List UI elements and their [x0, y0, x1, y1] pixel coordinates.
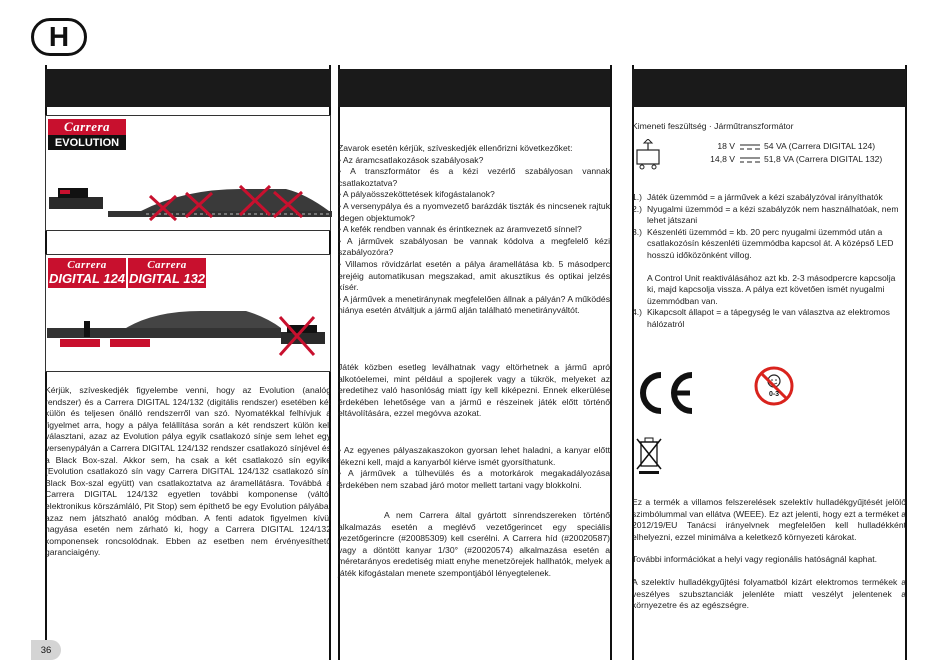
power-18: 54 VA (Carrera DIGITAL 124)	[764, 141, 876, 151]
check-item: • A járművek a menetiránynak megfelelően állnak a pályán? A működés hiánya esetén átváltjuk a jármű alján található menetirányváltót.	[338, 293, 610, 316]
column-rule-col2	[610, 65, 612, 660]
evolution-figure	[45, 115, 331, 231]
page-number: 36	[31, 640, 61, 660]
mode-number: 3.)	[632, 226, 643, 237]
mode-number: 4.)	[632, 307, 643, 318]
info-text: További információkat a helyi vagy regionális hatóságnál kaphat.	[632, 554, 878, 565]
mode-item	[632, 204, 906, 227]
evolution-track-illustration	[46, 116, 332, 232]
check-item: • Villamos rövidzárlat esetén a pálya áramellátása kb. 5 másodperc erejéig automatikusan megszakad, amit akusztikus és optikai jelzés kísér.	[338, 258, 610, 293]
digital124-logo-brand: Carrera	[48, 258, 126, 272]
mode-item	[632, 273, 906, 308]
driving-tips-section	[338, 445, 610, 491]
mode-item	[632, 192, 906, 204]
col3-header-wrap	[632, 65, 906, 107]
mode-text: A Control Unit reaktiválásához azt kb. 2-3 másodpercre kapcsolja ki, majd kapcsolja vissza. A pálya ezt követően ismét nyugalmi üzemmódban van.	[647, 272, 896, 306]
check-item: • A járművek szabályosan be vannak kódolva a megfelelő kézi szabályozóra?	[338, 235, 610, 258]
third-party-section	[338, 510, 610, 580]
mode-item	[632, 307, 906, 330]
digital-track-illustration	[46, 255, 332, 373]
digital-figure	[45, 254, 331, 372]
mode-text: Játék üzemmód = a járművek a kézi szabályzóval irányíthatók	[647, 192, 883, 202]
check-item: • A transzformátor és a kézi vezérlő szabályosan vannak csatlakoztatva?	[338, 166, 610, 188]
disposal-section	[632, 497, 906, 612]
age-warning-icon	[753, 365, 795, 407]
operating-modes-list	[632, 192, 906, 331]
troubleshoot-section	[338, 143, 610, 317]
compatibility-text: Kérjük, szíveskedjék figyelembe venni, hogy az Evolution (analóg rendszer) és a Carrera DIGITAL 124/132 (digitális rendszer) esetében két külön és teljesen önálló rendszerről van szó. Nyomatékkal felhívjuk a figyelmet arra, hogy a pálya felállítása során a két rendszert külön kell választani, azaz az Evolution pálya egyik csatlakozó sínje sem lehet egy versenypályán a Carrera DIGITAL 124/132 rendszer csatlakozó sínjével és a Black Box-szal. Akkor sem, ha csak a két csatlakozó sín egyike (Evolution csatlakozó sín vagy Carrera DIGITAL 124/132 csatlakozó sín, Black Box-szal együtt) van csatlakoztatva az áramellátásra. Továbbá a Carrera DIGITAL 124/132 egyetlen további komponense (váltó, elektronikus körszámláló, Pit Stop) sem építhető be egy Evolution pályába, azaz nem játszható analóg módban. A fenti adatok figyelmen kívül hagyása esetén nem zárható ki, hogy a Carrera DIGITAL 124/132 komponensek roncsolódnak. Ebben az esetben nem érvényesíthető garanciaigény.	[45, 385, 331, 558]
check-item: • A pályaösszeköttetések kifogástalanok?	[338, 189, 495, 200]
mode-number: 1.)	[632, 192, 643, 202]
col1-paragraph	[45, 385, 331, 559]
mode-number	[632, 273, 647, 308]
small-parts-section	[338, 362, 610, 420]
weee-bin-icon	[634, 436, 664, 476]
col2-header-wrap	[338, 65, 610, 107]
col1-header-wrap	[45, 65, 331, 107]
dc-symbol-icon	[739, 156, 761, 164]
third-party-text: A nem Carrera által gyártott sínrendszereken történő alkalmazás esetén a meglévő vezetőgerincet egy speciális vezetőgerincre (#20085309) kell cserélni. A Carrera híd (#20020587) vagy a döntött kanyar 1/30° (#20020574) alkalmazása esetén a méretarányos eredetiség miatt enyhe menetzörejek hallhatók, melyek a játék kifogástalan menete szempontjából lényegtelenek.	[338, 510, 610, 578]
digital132-logo-brand: Carrera	[128, 258, 206, 272]
dc-symbol-icon	[739, 143, 761, 151]
list-gap	[632, 262, 906, 273]
output-voltage-subtitle: Kimeneti feszültség · Járműtranszformátor	[632, 121, 794, 131]
power-14-8: 51,8 VA (Carrera DIGITAL 132)	[764, 154, 883, 164]
small-parts-text: Játék közben esetleg leválhatnak vagy eltörhetnek a jármű apró alkotóelemei, mint például a spojlerek vagy a tükrök, melyeket az eredetihez való hasonlóság miatt így kell kiképezni. Ennek elkerülése érdekében lehetősége van a jármű e részeinek játék előtt történő eltávolítására, ezzel megóvva azokat.	[338, 362, 610, 419]
mode-text: Kikapcsolt állapot = a tápegység le van választva az elektromos hálózatról	[647, 307, 890, 329]
check-item: • A kefék rendben vannak és érintkeznek az áramvezető sínnel?	[338, 224, 582, 235]
driving-tip: • A járművek a túlhevülés és a motorkárok megakadályozása érdekében nem szabad járó motor mellett tartani vagy blokkolni.	[338, 468, 610, 490]
evolution-logo-brand: Carrera	[48, 119, 126, 135]
language-badge: H	[31, 18, 87, 56]
voltage-18: 18 V	[717, 141, 735, 151]
age-warning-label: 0-3	[768, 391, 780, 398]
mode-number: 2.)	[632, 203, 643, 214]
troubleshoot-intro: Zavarok esetén kérjük, szíveskedjék ellenőrizni következőket:	[338, 143, 573, 153]
check-item: • A versenypálya és a nyomvezető barázdák tiszták és nincsenek rajtuk idegen objektumok?	[338, 200, 610, 223]
transformer-specs	[632, 141, 906, 171]
voltage-14-8: 14,8 V	[710, 154, 735, 164]
paragraph-gap	[632, 543, 906, 554]
exclusion-text: A szelektív hulladékgyűjtési folyamatból kizárt elektromos termékek a veszélyes szubsztanciák jelenléte miatt veszélyt jelentenek a környezetre és az egészségre.	[632, 576, 906, 611]
ce-mark-icon	[634, 370, 696, 416]
evolution-logo-name: EVOLUTION	[48, 135, 126, 150]
driving-tip: • Az egyenes pályaszakaszokon gyorsan lehet haladni, a kanyar előtt fékezni kell, majd a kanyarból kiérve ismét gyorsíthatunk.	[338, 445, 610, 467]
col3-header-bar	[632, 69, 906, 107]
check-item: • Az áramcsatlakozások szabályosak?	[338, 154, 484, 165]
weee-text: Ez a termék a villamos felszerelések szelektív hulladékgyűjtését jelölő szimbólummal van ellátva (WEEE). Ez azt jelenti, hogy ezt a terméket a 2012/19/EU Tanácsi irányelvnek megfelelően kell hulladékként elhelyezni, ezzel minimálva a keletkező környezeti károkat.	[632, 497, 906, 542]
col1-header-bar	[45, 69, 331, 107]
paragraph-gap	[632, 566, 906, 577]
col2-header-bar	[338, 69, 610, 107]
mode-text: Nyugalmi üzemmód = a kézi szabályzók nem használhatóak, nem lehet játszani	[647, 203, 899, 226]
transformer-icon	[634, 139, 664, 171]
mode-text: Készenléti üzemmód = kb. 20 perc nyugalmi üzemmód után a csatlakozósín készenléti üzemmódba kapcsol át. A középső LED hosszú időközönként villog.	[647, 226, 894, 260]
digital132-logo-name: DIGITAL 132	[128, 271, 206, 286]
mode-item	[632, 227, 906, 262]
digital124-logo-name: DIGITAL 124	[48, 271, 126, 286]
